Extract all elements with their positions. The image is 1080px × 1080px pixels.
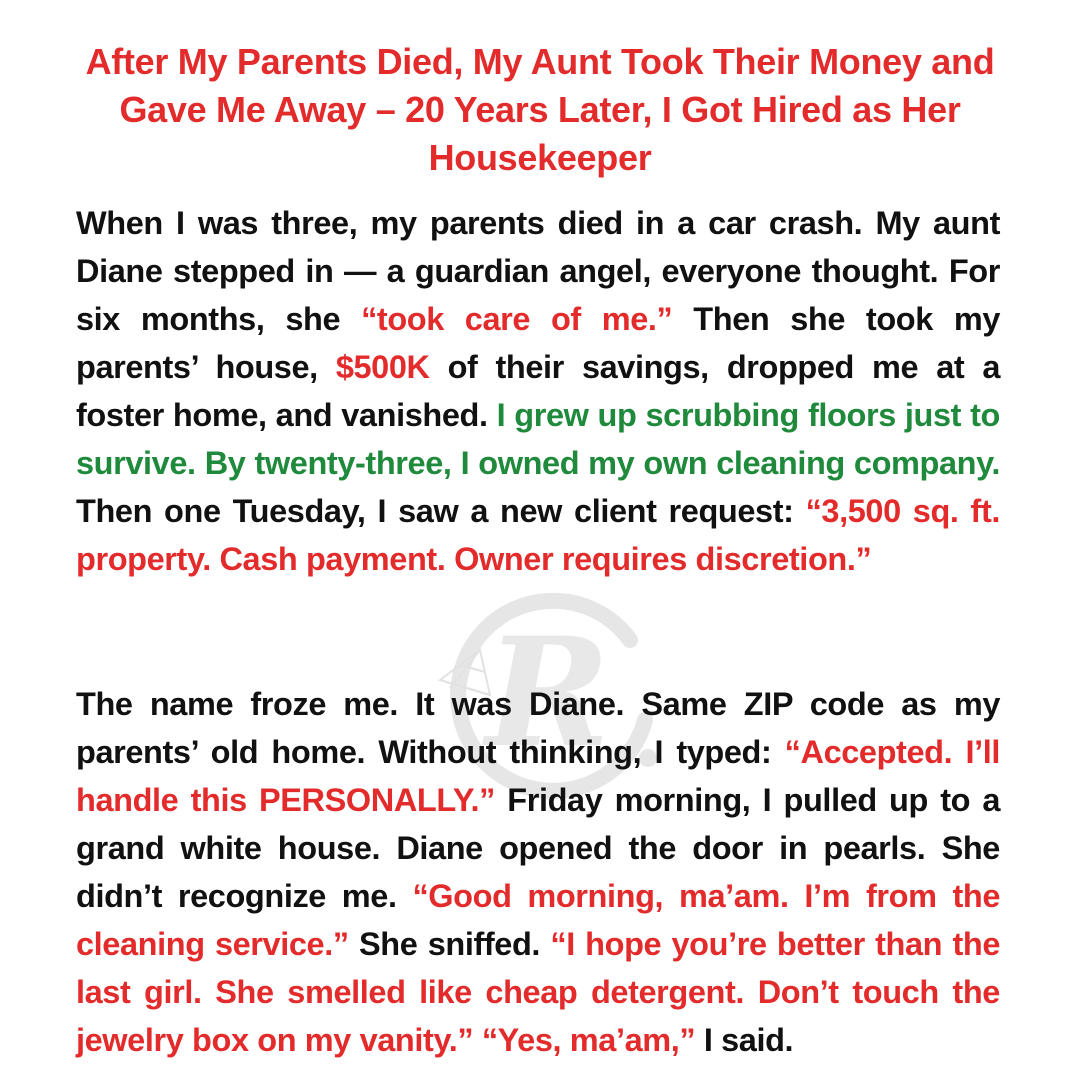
story-text: When I was three, my parents died in a car crash. My aunt Diane stepped in — a guardian angel, everyone thought. For six months, she	[76, 205, 1000, 337]
story-text: She sniffed.	[348, 926, 551, 962]
story-text	[473, 1022, 482, 1058]
story-text: I said.	[695, 1022, 794, 1058]
story-paragraph-1	[76, 199, 1000, 583]
watermark-letter: R	[485, 605, 611, 781]
article-title: After My Parents Died, My Aunt Took Their Money and Gave Me Away – 20 Years Later, I Got Hired as Her Housekeeper	[85, 41, 995, 178]
quote-accepted: “Accepted. I’ll handle this PERSONALLY.”	[76, 734, 1000, 818]
story-text: Friday morning, I pulled up to a grand white house. Diane opened the door in pearls. She didn’t recognize me.	[76, 782, 1000, 914]
story-paragraph-2	[76, 680, 1000, 1064]
highlight-survival: I grew up scrubbing floors just to survive. By twenty-three, I owned my own cleaning company.	[76, 397, 1000, 481]
quote-good-morning: “Good morning, ma’am. I’m from the cleaning service.”	[76, 878, 1000, 962]
quote-diane-warning: “I hope you’re better than the last girl. She smelled like cheap detergent. Don’t touch the jewelry box on my vanity.”	[76, 926, 1000, 1058]
quote-yes-maam: “Yes, ma’am,”	[481, 1022, 696, 1058]
quote-took-care: “took care of me.”	[361, 301, 673, 337]
story-text: Then one Tuesday, I saw a new client request:	[76, 493, 806, 529]
story-text: The name froze me. It was Diane. Same ZIP code as my parents’ old home. Without thinking, I typed:	[76, 686, 1000, 770]
money-amount: $500K	[335, 349, 430, 385]
story-text: Then she took my parents’ house,	[76, 301, 1000, 385]
client-request-quote: “3,500 sq. ft. property. Cash payment. Owner requires discretion.”	[76, 493, 1001, 577]
story-text: of their savings, dropped me at a foster home, and vanished.	[76, 349, 1000, 433]
